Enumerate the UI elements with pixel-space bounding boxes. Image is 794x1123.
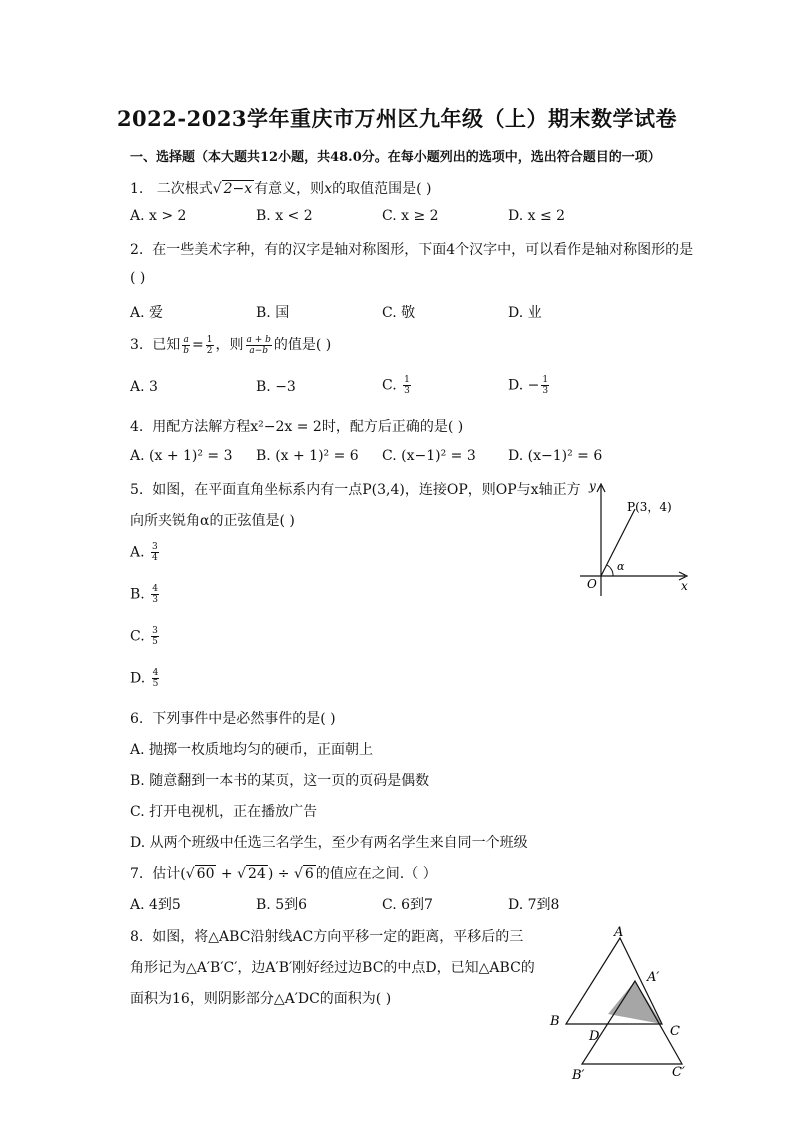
fraction-expression: $\frac{a + b}{a-b}$ (246, 334, 271, 356)
question-8-line2: 角形记为△A′B′C′，边A′B′刚好经过边BC的中点D，已知△ABC的 (130, 960, 535, 976)
y-label: y (589, 479, 596, 493)
option-a: A. 抛掷一枚质地均匀的硬币，正面朝上 (130, 742, 374, 758)
divide-sign: ) ÷ (267, 866, 294, 882)
option-b: B. 国 (256, 305, 290, 321)
question-text: 在一些美术字种，有的汉字是轴对称图形，下面4个汉字中，可以看作是轴对称图形的是 (152, 242, 694, 258)
question-5 (130, 479, 581, 499)
option-a: A. 3 (130, 379, 158, 395)
option-a: A. (x + 1)² = 3 (130, 448, 233, 464)
option-a: A. x > 2 (130, 208, 187, 224)
question-text: 已知 (152, 337, 181, 353)
label-a-prime: A′ (647, 970, 660, 985)
question-text: 下列事件中是必然事件的是( ) (152, 711, 336, 727)
option-c: C. x ≥ 2 (382, 208, 439, 224)
question-text: 的值是( ) (273, 337, 332, 353)
option-c: C. 敬 (382, 305, 416, 321)
question-text: 有意义，则 (254, 181, 325, 197)
option-c: C. $\frac{1}{3}$ (382, 375, 410, 396)
option-d: D. 业 (508, 305, 542, 321)
question-5-line2: 向所夹锐角α的正弦值是( ) (130, 513, 295, 529)
option-c: C. 6到7 (382, 897, 433, 913)
radicand: 60 (196, 866, 215, 882)
option-b: B. x < 2 (256, 208, 313, 224)
label-c: C (670, 1024, 680, 1039)
option-b: B. $\frac{4}{3}$ (130, 584, 158, 605)
section-heading: 一、选择题（本大题共12小题，共48.0分。在每小题列出的选项中，选出符合题目的一项） (130, 150, 661, 165)
option-c: C. $\frac{3}{5}$ (130, 626, 158, 647)
fraction: $\frac{3}{4}$ (152, 542, 158, 563)
label-b-prime: B′ (572, 1068, 585, 1083)
label-a: A (614, 925, 624, 940)
question-number: 4. (130, 419, 144, 435)
option-b: B. 随意翻到一本书的某页，这一页的页码是偶数 (130, 773, 430, 789)
option-b: B. −3 (256, 379, 296, 395)
question-2-line2: ( ) (130, 270, 146, 286)
question-2 (130, 239, 693, 259)
label-d: D (589, 1029, 600, 1044)
question-8-line3: 面积为16，则阴影部分△A′DC的面积为( ) (130, 991, 392, 1007)
question-text: 二次根式 (156, 181, 213, 197)
question-number: 8. (130, 929, 144, 945)
question-text: 如图，将△ABC沿射线AC方向平移一定的距离，平移后的三 (152, 929, 524, 945)
option-d: D. 从两个班级中任选三名学生，至少有两名学生来自同一个班级 (130, 835, 528, 851)
option-d: D. $\frac{4}{5}$ (130, 668, 159, 689)
option-a: A. 4到5 (130, 897, 181, 913)
equals-sign: = (192, 337, 204, 353)
radicand: 6 (304, 866, 314, 882)
question-text: ，则 (215, 337, 244, 353)
option-d: D. x ≤ 2 (508, 208, 566, 224)
page-title: 2022-2023学年重庆市万州区九年级（上）期末数学试卷 (116, 106, 678, 131)
point-p-label: P(3，4) (627, 500, 672, 514)
option-c: C. (x−1)² = 3 (382, 448, 476, 464)
question-text: 用配方法解方程x²−2x = 2时，配方后正确的是( ) (152, 419, 464, 435)
question-number: 7. (130, 866, 144, 882)
label-b: B (550, 1014, 560, 1029)
angle-arc (607, 565, 613, 576)
label-c-prime: C′ (672, 1065, 685, 1080)
question-number: 6. (130, 711, 144, 727)
question-text: 的值应在之间.（ ） (315, 866, 437, 882)
radicand: 2−x (223, 181, 253, 197)
question-text: 估计( (152, 866, 186, 882)
question-4 (130, 416, 463, 436)
question-7: 7. 估计(√ 60 + √ 24 ) ÷ √ 6 的值应在之间.（ ） (130, 866, 437, 882)
option-c: C. 打开电视机，正在播放广告 (130, 804, 318, 820)
option-d: D. (x−1)² = 6 (508, 448, 603, 464)
question-6 (130, 708, 336, 728)
shaded-triangle (608, 981, 662, 1024)
fraction: $\frac{4}{5}$ (152, 668, 159, 689)
fraction-a-over-b: $\frac{a}{b}$ (183, 334, 190, 356)
question-number: 1. (130, 181, 144, 197)
fraction: $\frac{1}{3}$ (542, 375, 549, 396)
triangle-figure (540, 924, 700, 1084)
option-d: D. 7到8 (508, 897, 560, 913)
fraction: $\frac{4}{3}$ (152, 584, 158, 605)
origin-label: O (587, 577, 597, 591)
question-1: 1. 二次根式√ 2−x 有意义，则x的取值范围是( ) (130, 181, 432, 197)
fraction: $\frac{1}{3}$ (404, 375, 410, 396)
question-number: 5. (130, 482, 144, 498)
option-b: B. 5到6 (256, 897, 308, 913)
plus-sign: + (216, 866, 238, 882)
fraction-one-half: $\frac{1}{2}$ (206, 334, 213, 356)
option-a: A. 爱 (130, 305, 164, 321)
alpha-label: α (617, 560, 625, 573)
fraction: $\frac{3}{5}$ (152, 626, 158, 647)
question-number: 2. (130, 242, 144, 258)
question-text: 如图，在平面直角坐标系内有一点P(3,4)，连接OP，则OP与x轴正方 (152, 482, 581, 498)
variable: x (324, 181, 333, 197)
coordinate-figure (575, 476, 695, 596)
option-b: B. (x + 1)² = 6 (256, 448, 359, 464)
x-label: x (681, 579, 688, 593)
question-text: 的取值范围是( ) (332, 181, 432, 197)
radicand: 24 (248, 866, 266, 882)
option-a: A. $\frac{3}{4}$ (130, 542, 158, 563)
question-8 (130, 926, 523, 946)
question-3 (130, 334, 331, 356)
question-number: 3. (130, 337, 144, 353)
option-d: D. − $\frac{1}{3}$ (508, 375, 549, 396)
